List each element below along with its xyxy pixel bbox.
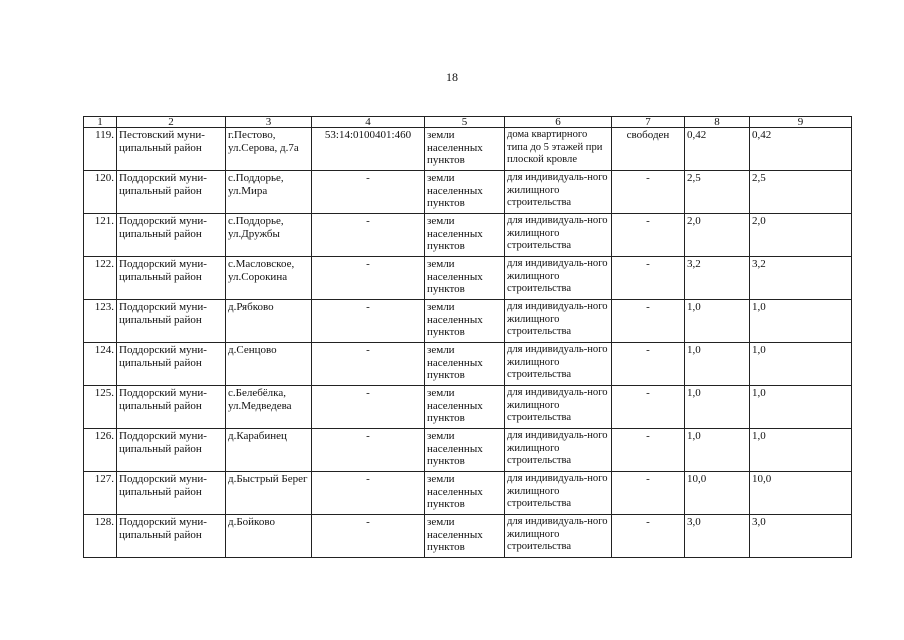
table-row xyxy=(84,257,852,300)
status-cell: - xyxy=(612,472,685,515)
district-cell: Поддорский муни-ципальный район xyxy=(117,300,226,343)
permitted-use-cell: для индивидуаль-ного жилищного строительства xyxy=(505,515,612,558)
column-header: 2 xyxy=(117,117,226,128)
cadastral-number-cell: - xyxy=(312,515,425,558)
area-free-cell: 1,0 xyxy=(750,300,852,343)
land-category-cell: земли населенных пунктов xyxy=(425,257,505,300)
permitted-use-cell: для индивидуаль-ного жилищного строительства xyxy=(505,429,612,472)
district-cell: Поддорский муни-ципальный район xyxy=(117,171,226,214)
district-cell: Поддорский муни-ципальный район xyxy=(117,472,226,515)
area-total-cell: 1,0 xyxy=(685,300,750,343)
area-total-cell: 2,5 xyxy=(685,171,750,214)
address-cell: д.Быстрый Берег xyxy=(226,472,312,515)
area-free-cell: 3,0 xyxy=(750,515,852,558)
district-cell: Поддорский муни-ципальный район xyxy=(117,343,226,386)
row-number: 124. xyxy=(84,343,117,386)
status-cell: - xyxy=(612,171,685,214)
status-cell: - xyxy=(612,429,685,472)
status-cell: - xyxy=(612,214,685,257)
row-number: 128. xyxy=(84,515,117,558)
table-row xyxy=(84,128,852,171)
page-number: 18 xyxy=(446,70,458,84)
area-free-cell: 1,0 xyxy=(750,343,852,386)
row-number: 127. xyxy=(84,472,117,515)
address-cell: с.Белебёлка, ул.Медведева xyxy=(226,386,312,429)
table-row xyxy=(84,214,852,257)
column-header: 8 xyxy=(685,117,750,128)
column-header: 6 xyxy=(505,117,612,128)
table-row xyxy=(84,171,852,214)
cadastral-number-cell: - xyxy=(312,429,425,472)
status-cell: - xyxy=(612,515,685,558)
cadastral-number-cell: - xyxy=(312,214,425,257)
cadastral-number-cell: - xyxy=(312,343,425,386)
table-row xyxy=(84,429,852,472)
district-cell: Поддорский муни-ципальный район xyxy=(117,386,226,429)
land-category-cell: земли населенных пунктов xyxy=(425,300,505,343)
column-header: 7 xyxy=(612,117,685,128)
status-cell: свободен xyxy=(612,128,685,171)
land-category-cell: земли населенных пунктов xyxy=(425,515,505,558)
permitted-use-cell: для индивидуаль-ного жилищного строительства xyxy=(505,300,612,343)
row-number: 119. xyxy=(84,128,117,171)
table-row xyxy=(84,343,852,386)
cadastral-number-cell: - xyxy=(312,386,425,429)
cadastral-number-cell: - xyxy=(312,257,425,300)
status-cell: - xyxy=(612,386,685,429)
land-category-cell: земли населенных пунктов xyxy=(425,171,505,214)
district-cell: Пестовский муни-ципальный район xyxy=(117,128,226,171)
area-total-cell: 1,0 xyxy=(685,343,750,386)
area-total-cell: 1,0 xyxy=(685,429,750,472)
address-cell: д.Карабинец xyxy=(226,429,312,472)
area-total-cell: 2,0 xyxy=(685,214,750,257)
permitted-use-cell: для индивидуаль-ного жилищного строительства xyxy=(505,171,612,214)
permitted-use-cell: для индивидуаль-ного жилищного строительства xyxy=(505,214,612,257)
address-cell: с.Поддорье, ул.Дружбы xyxy=(226,214,312,257)
district-cell: Поддорский муни-ципальный район xyxy=(117,214,226,257)
land-category-cell: земли населенных пунктов xyxy=(425,343,505,386)
area-total-cell: 10,0 xyxy=(685,472,750,515)
header-row xyxy=(84,117,852,128)
area-total-cell: 3,2 xyxy=(685,257,750,300)
address-cell: д.Бойково xyxy=(226,515,312,558)
address-cell: с.Масловское, ул.Сорокина xyxy=(226,257,312,300)
land-category-cell: земли населенных пунктов xyxy=(425,429,505,472)
area-free-cell: 1,0 xyxy=(750,429,852,472)
column-header: 3 xyxy=(226,117,312,128)
area-free-cell: 3,2 xyxy=(750,257,852,300)
land-category-cell: земли населенных пунктов xyxy=(425,386,505,429)
row-number: 121. xyxy=(84,214,117,257)
column-header: 9 xyxy=(750,117,852,128)
row-number: 126. xyxy=(84,429,117,472)
area-free-cell: 1,0 xyxy=(750,386,852,429)
district-cell: Поддорский муни-ципальный район xyxy=(117,429,226,472)
address-cell: д.Рябково xyxy=(226,300,312,343)
status-cell: - xyxy=(612,300,685,343)
row-number: 122. xyxy=(84,257,117,300)
address-cell: д.Сенцово xyxy=(226,343,312,386)
table-row xyxy=(84,386,852,429)
permitted-use-cell: для индивидуаль-ного жилищного строительства xyxy=(505,386,612,429)
row-number: 125. xyxy=(84,386,117,429)
area-total-cell: 0,42 xyxy=(685,128,750,171)
land-category-cell: земли населенных пунктов xyxy=(425,128,505,171)
table-row xyxy=(84,300,852,343)
permitted-use-cell: для индивидуаль-ного жилищного строительства xyxy=(505,257,612,300)
area-free-cell: 2,5 xyxy=(750,171,852,214)
permitted-use-cell: дома квартирного типа до 5 этажей при плоской кровле xyxy=(505,128,612,171)
status-cell: - xyxy=(612,257,685,300)
area-free-cell: 10,0 xyxy=(750,472,852,515)
district-cell: Поддорский муни-ципальный район xyxy=(117,257,226,300)
column-header: 1 xyxy=(84,117,117,128)
table-row xyxy=(84,515,852,558)
address-cell: г.Пестово, ул.Серова, д.7а xyxy=(226,128,312,171)
address-cell: с.Поддорье, ул.Мира xyxy=(226,171,312,214)
area-free-cell: 2,0 xyxy=(750,214,852,257)
area-total-cell: 3,0 xyxy=(685,515,750,558)
column-header: 5 xyxy=(425,117,505,128)
row-number: 120. xyxy=(84,171,117,214)
status-cell: - xyxy=(612,343,685,386)
table-row xyxy=(84,472,852,515)
area-total-cell: 1,0 xyxy=(685,386,750,429)
cadastral-number-cell: - xyxy=(312,472,425,515)
land-category-cell: земли населенных пунктов xyxy=(425,472,505,515)
cadastral-number-cell: - xyxy=(312,171,425,214)
row-number: 123. xyxy=(84,300,117,343)
land-plots-table xyxy=(83,116,852,558)
column-header: 4 xyxy=(312,117,425,128)
permitted-use-cell: для индивидуаль-ного жилищного строительства xyxy=(505,343,612,386)
permitted-use-cell: для индивидуаль-ного жилищного строительства xyxy=(505,472,612,515)
land-category-cell: земли населенных пунктов xyxy=(425,214,505,257)
district-cell: Поддорский муни-ципальный район xyxy=(117,515,226,558)
cadastral-number-cell: 53:14:0100401:460 xyxy=(312,128,425,171)
cadastral-number-cell: - xyxy=(312,300,425,343)
area-free-cell: 0,42 xyxy=(750,128,852,171)
